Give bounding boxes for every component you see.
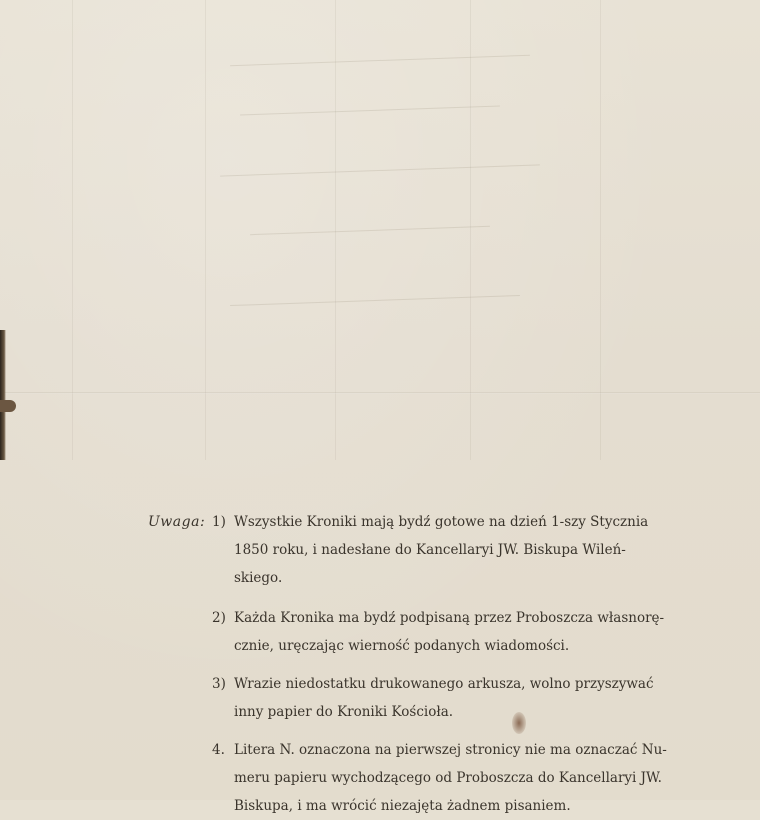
note-line: 1850 roku, i nadesłane do Kancellaryi JW. Biskupa Wileń-	[234, 542, 626, 558]
paper-fold	[0, 392, 760, 394]
note-item-1	[212, 508, 682, 592]
bleed-through-line	[250, 226, 490, 235]
note-line: Wrazie niedostatku drukowanego arkusza, wolno przyszywać	[234, 676, 654, 692]
note-line: Biskupa, i ma wrócić niezajęta żadnem pisaniem.	[234, 798, 571, 814]
binding-edge	[0, 330, 6, 460]
note-number: 3)	[212, 676, 226, 692]
form-rule	[600, 0, 601, 460]
bleed-through-line	[230, 295, 520, 306]
form-rule	[72, 0, 73, 460]
note-item-2	[212, 604, 682, 660]
bleed-through-line	[240, 105, 500, 115]
note-line: skiego.	[234, 570, 283, 586]
bleed-through-line	[220, 164, 540, 176]
form-rule	[205, 0, 206, 460]
note-line: inny papier do Kroniki Kościoła.	[234, 704, 454, 720]
form-rule	[470, 0, 471, 460]
note-number: 4.	[212, 742, 225, 758]
bleed-through-line	[230, 55, 530, 66]
note-number: 2)	[212, 610, 226, 626]
note-line: meru papieru wychodzącego od Proboszcza do Kancellaryi JW.	[234, 770, 662, 786]
note-label: Uwaga:	[148, 514, 206, 530]
note-line: Wszystkie Kroniki mają bydź gotowe na dzień 1-szy Stycznia	[234, 514, 649, 530]
binding-tab	[0, 400, 16, 412]
note-item-3	[212, 670, 682, 726]
note-line: Litera N. oznaczona na pierwszej stronicy nie ma oznaczać Nu-	[234, 742, 667, 758]
note-line: Każda Kronika ma bydź podpisaną przez Proboszcza własnorę-	[234, 610, 665, 626]
note-number: 1)	[212, 514, 226, 530]
note-item-4	[212, 736, 682, 820]
form-rule	[335, 0, 336, 460]
note-line: cznie, uręczając wierność podanych wiadomości.	[234, 638, 570, 654]
